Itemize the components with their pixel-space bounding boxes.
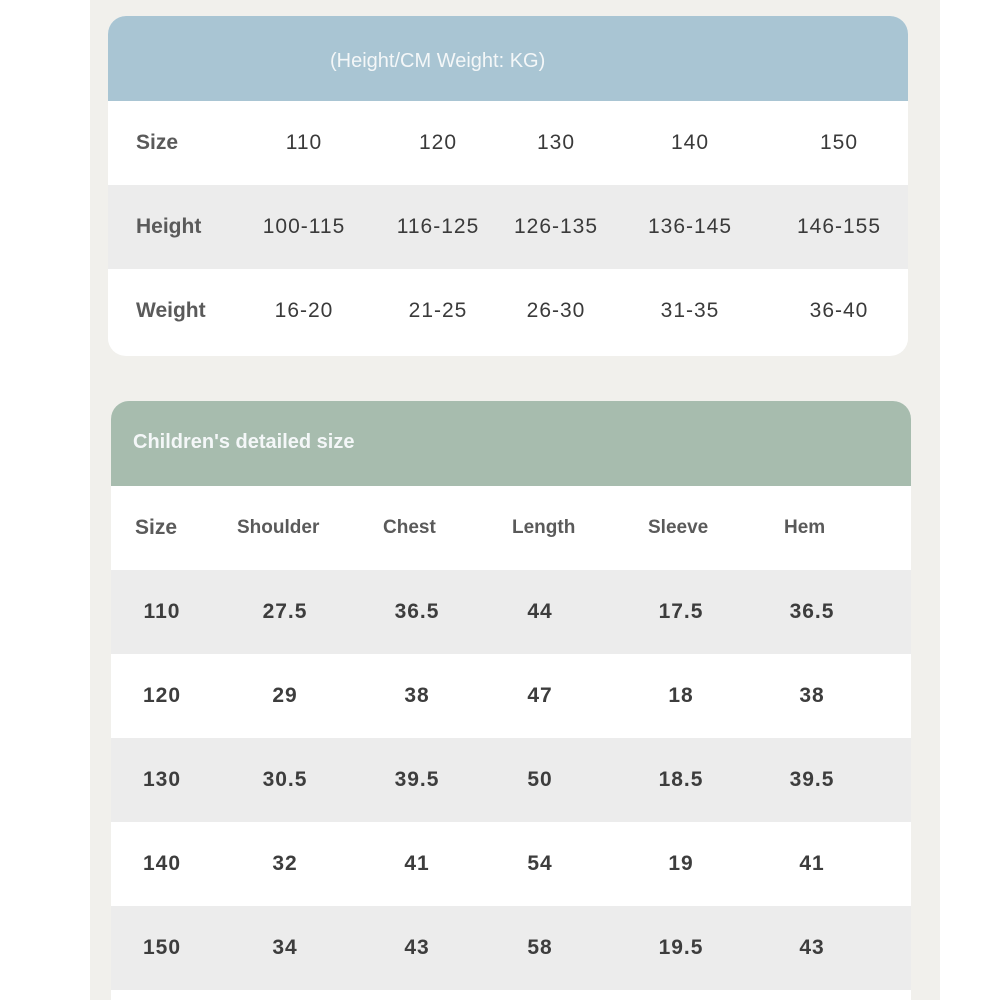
column-header: Shoulder [237,517,320,538]
table-cell: 136-145 [647,215,733,238]
table-cell: 54 [527,852,553,875]
table-cell: 50 [527,768,553,791]
table-cell: 140 [670,131,710,154]
table-cell: 39.5 [394,768,440,791]
basic-chart-row [108,101,908,185]
table-cell: 16-20 [274,299,334,322]
table-cell: 41 [404,852,430,875]
row-size: 140 [142,852,182,875]
table-cell: 130 [536,131,576,154]
table-row [111,822,911,906]
column-header: Chest [383,517,436,538]
column-header: Size [135,516,178,539]
table-cell: 43 [799,936,825,959]
table-cell: 19 [668,852,694,875]
table-cell: 47 [527,684,553,707]
table-cell: 18 [668,684,694,707]
table-cell: 18.5 [658,768,704,791]
row-size: 150 [142,936,182,959]
basic-chart-row [108,269,908,353]
table-cell: 31-35 [660,299,720,322]
column-header: Length [512,517,576,538]
table-row [111,570,911,654]
table-cell: 36.5 [789,600,835,623]
detailed-size-chart [111,401,911,1000]
basic-chart-row [108,185,908,269]
basic-chart-header [108,16,908,101]
table-row [111,906,911,990]
column-header: Sleeve [648,517,709,538]
table-cell: 27.5 [262,600,308,623]
row-label: Size [136,131,179,154]
row-size: 120 [142,684,182,707]
table-row [111,654,911,738]
table-cell: 116-125 [396,215,480,238]
table-cell: 146-155 [796,215,882,238]
table-cell: 32 [272,852,298,875]
table-cell: 19.5 [658,936,704,959]
row-size: 130 [142,768,182,791]
row-label: Weight [136,299,206,322]
basic-size-chart [108,16,908,356]
table-cell: 26-30 [526,299,586,322]
table-cell: 100-115 [262,215,346,238]
table-cell: 126-135 [513,215,599,238]
table-cell: 30.5 [262,768,308,791]
table-cell: 38 [404,684,430,707]
table-cell: 17.5 [658,600,704,623]
table-cell: 44 [527,600,553,623]
table-cell: 36.5 [394,600,440,623]
table-cell: 150 [819,131,859,154]
row-label: Height [136,215,202,238]
row-size: 110 [143,600,181,623]
detailed-chart-column-headers [111,486,911,570]
table-cell: 34 [272,936,298,959]
table-cell: 41 [799,852,825,875]
table-cell: 120 [418,131,458,154]
table-cell: 29 [272,684,298,707]
basic-chart-header-text: (Height/CM Weight: KG) [330,50,546,72]
table-row [111,738,911,822]
table-cell: 39.5 [789,768,835,791]
table-cell: 110 [285,131,323,154]
detailed-chart-header [111,401,911,486]
table-cell: 58 [527,936,553,959]
table-cell: 43 [404,936,430,959]
column-header: Hem [784,517,826,538]
table-cell: 21-25 [408,299,468,322]
table-cell: 38 [799,684,825,707]
table-cell: 36-40 [809,299,869,322]
detailed-chart-header-text: Children's detailed size [133,431,355,453]
